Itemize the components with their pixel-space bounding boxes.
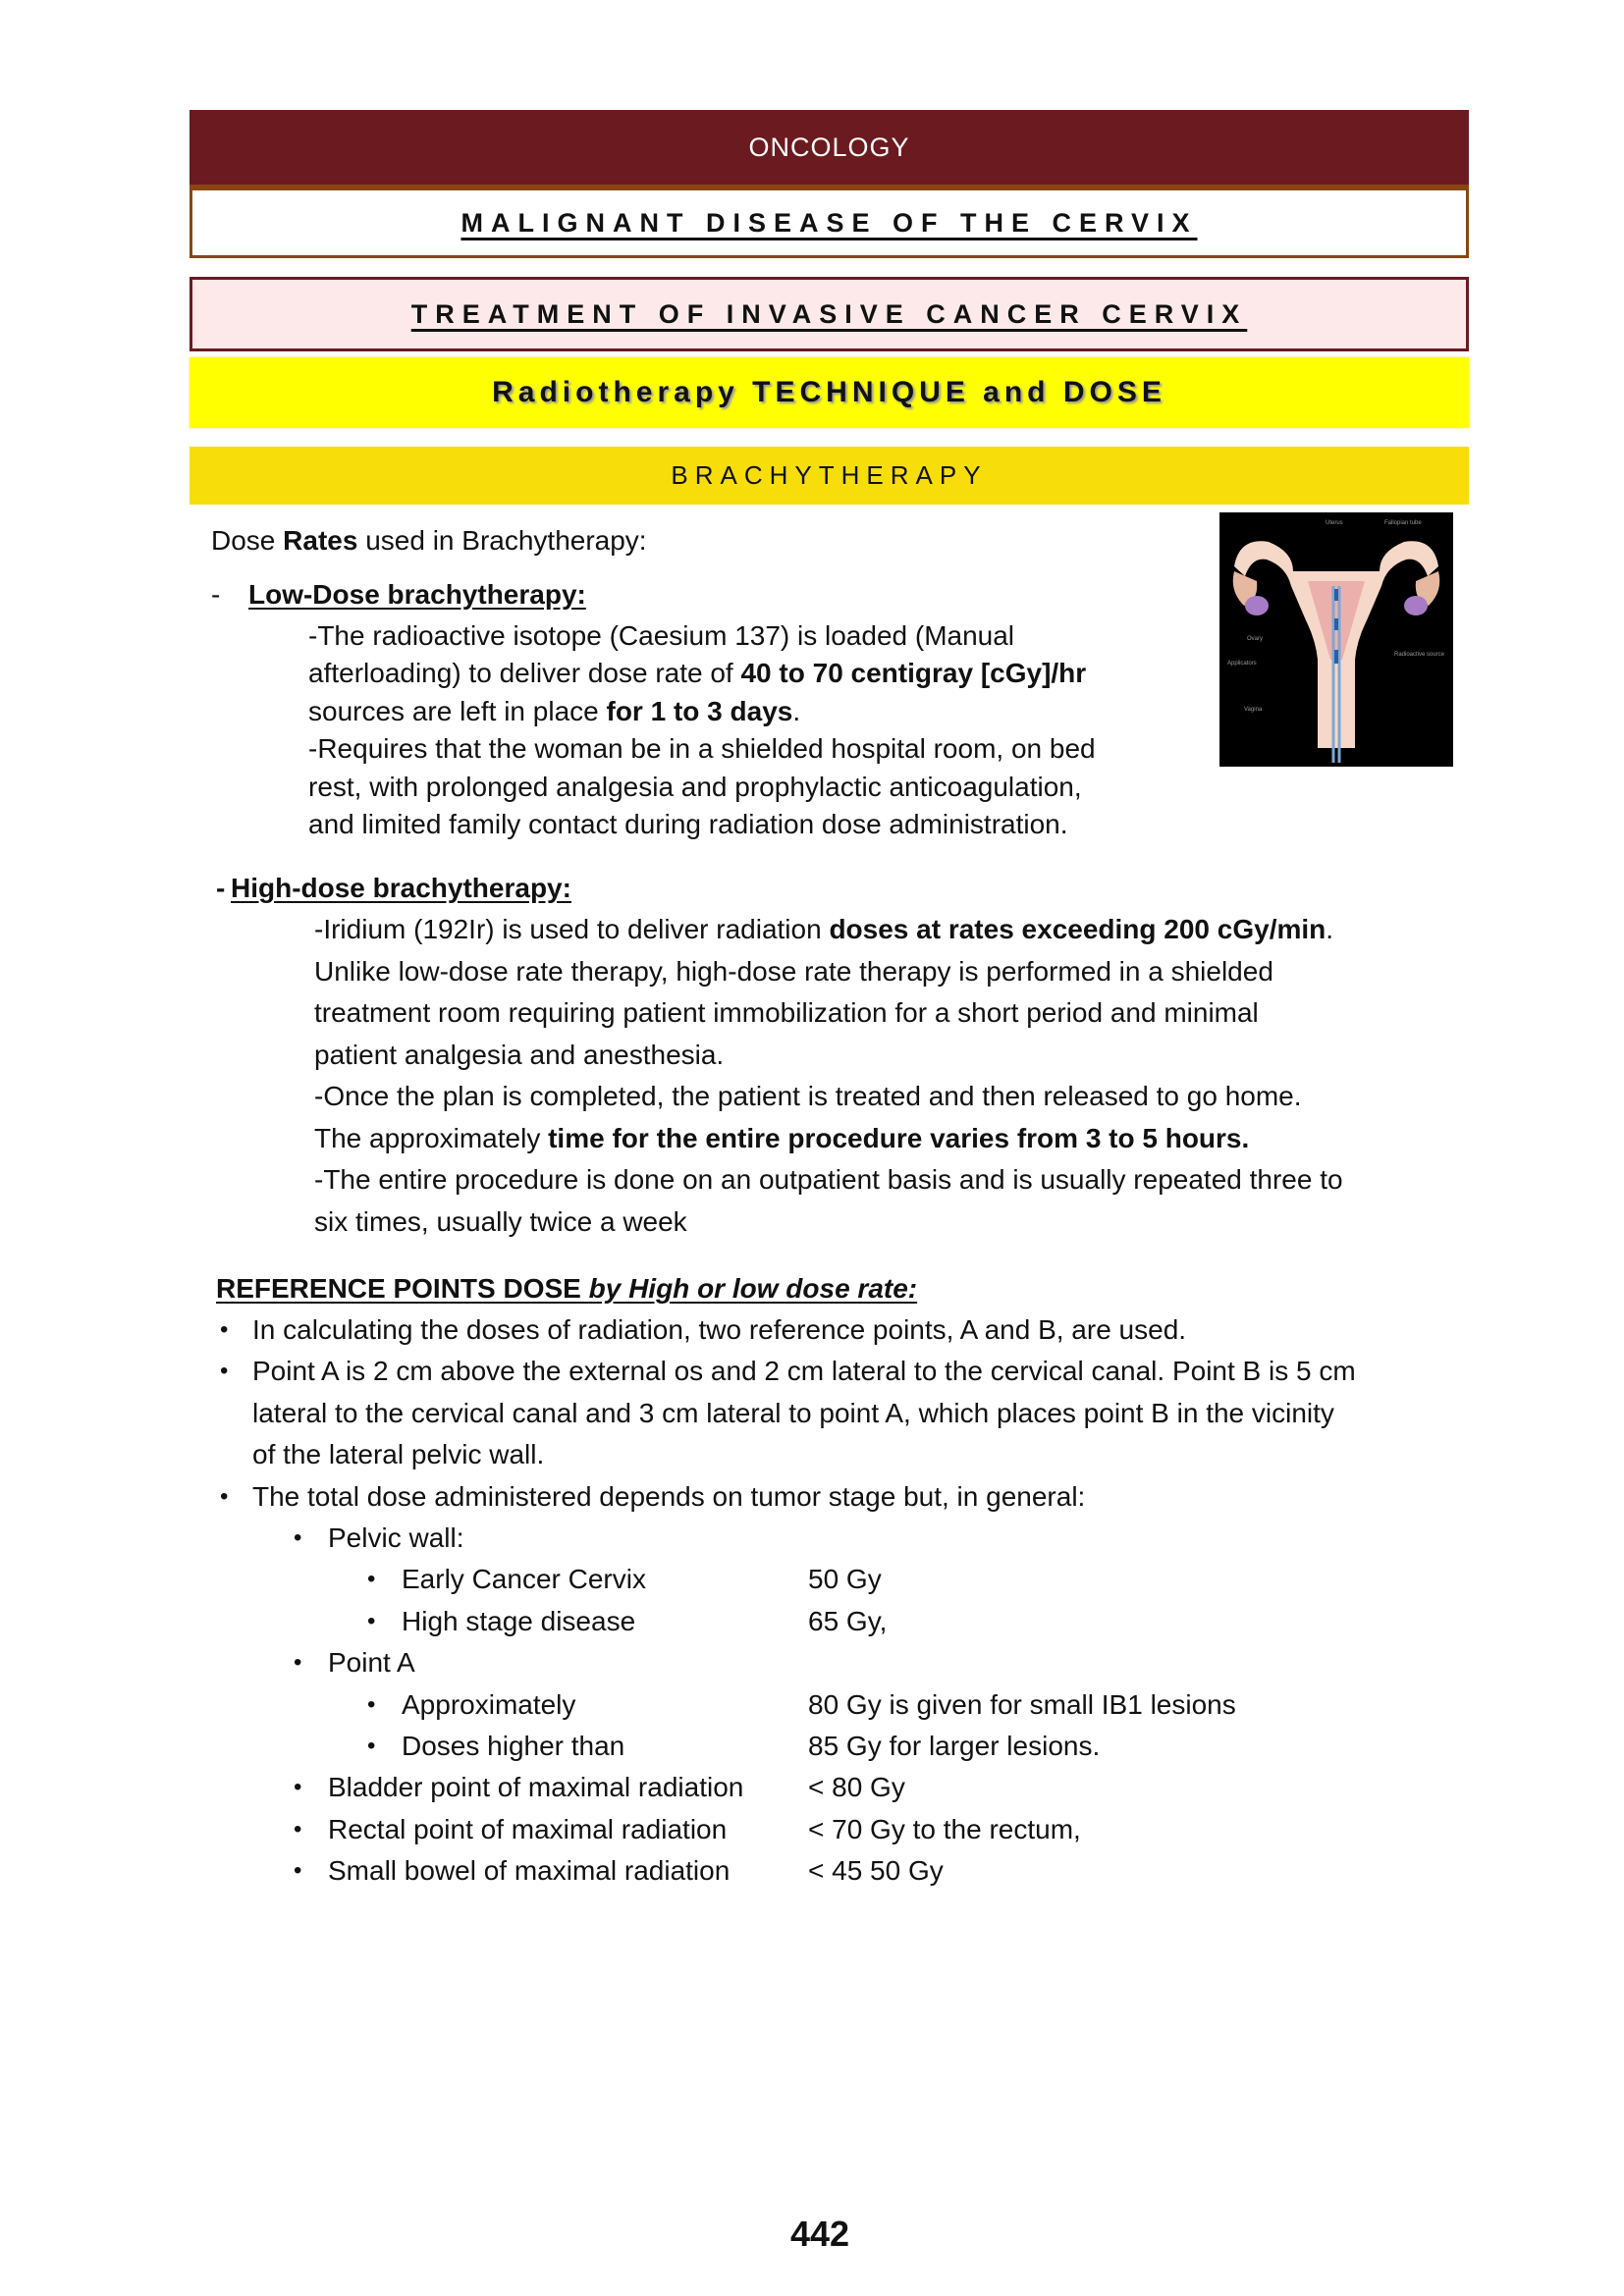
text-segment: Unlike low-dose rate therapy, high-dose rate therapy is performed in a shielded <box>314 955 1273 987</box>
dose-label: Pelvic wall: <box>328 1522 464 1553</box>
dose-label: Small bowel of maximal radiation <box>328 1855 731 1887</box>
high-dose-line <box>314 1040 724 1071</box>
dose-label: Doses higher than <box>402 1731 625 1761</box>
dose-value: 80 Gy is given for small IB1 lesions <box>808 1688 1236 1720</box>
label-uterus: Uterus <box>1326 520 1343 526</box>
text-segment: -Requires that the woman be in a shielded hospital room, on bed <box>308 733 1096 765</box>
bullet-icon: • <box>294 1857 302 1885</box>
dose-value: 50 Gy <box>808 1564 882 1595</box>
bullet-icon: • <box>220 1358 229 1385</box>
dose-label: Early Cancer Cervix <box>402 1564 646 1595</box>
bold-text: time for the entire procedure varies from 3 to 5 hours. <box>548 1122 1250 1153</box>
text-segment: rest, with prolonged analgesia and prophylactic anticoagulation, <box>308 771 1082 802</box>
bold-text: doses at rates exceeding 200 cGy/min <box>829 914 1326 944</box>
low-dose-line <box>308 696 800 727</box>
high-dose-line <box>314 997 1259 1029</box>
low-dose-line <box>308 733 1096 765</box>
high-dose-line <box>314 914 1333 945</box>
text-segment: -Once the plan is completed, the patient is treated and then released to go home. <box>314 1081 1302 1111</box>
dose-label: Approximately <box>402 1688 576 1720</box>
dose-label: Point A <box>328 1647 415 1679</box>
brachytherapy-diagram <box>1219 512 1453 767</box>
page-number: 442 <box>789 2214 850 2254</box>
subtopic-banner <box>189 357 1469 428</box>
text-segment: treatment room requiring patient immobilization for a short period and minimal <box>314 997 1259 1028</box>
bullet-icon: • <box>294 1524 302 1551</box>
low-dose-line <box>308 620 1014 652</box>
bullet-icon: • <box>367 1690 376 1718</box>
text-segment: . <box>1326 914 1334 944</box>
text-segment: Dose <box>211 525 284 556</box>
bold-text: Rates <box>283 525 358 556</box>
text-segment: sources are left in place <box>308 695 607 726</box>
high-dose-line <box>314 1164 1343 1196</box>
dose-value: 65 Gy, <box>808 1605 888 1636</box>
low-dose-line <box>308 772 1082 803</box>
dose-label: Rectal point of maximal radiation <box>328 1813 728 1844</box>
text-segment: and limited family contact during radiation dose administration. <box>308 809 1068 839</box>
heading-title: BRACHYTHERAPY <box>671 460 988 490</box>
label-vagina: Vagina <box>1244 707 1263 713</box>
reference-title-main: REFERENCE POINTS DOSE <box>216 1273 589 1304</box>
text-segment: -Iridium (192Ir) is used to deliver radiation <box>314 914 830 944</box>
bullet-icon: • <box>294 1815 302 1842</box>
reference-title-italic: by High or low dose rate: <box>588 1273 918 1304</box>
dose-value: < 80 Gy <box>808 1772 905 1803</box>
text-segment: The approximately <box>314 1122 549 1153</box>
text-segment: afterloading) to deliver dose rate of <box>308 658 741 689</box>
label-radioactive-source: Radioactive source <box>1394 652 1445 658</box>
dose-value: 85 Gy for larger lesions. <box>808 1731 1101 1761</box>
bold-text: for 1 to 3 days <box>606 695 793 726</box>
low-dose-line <box>308 809 1068 840</box>
heading-banner <box>189 447 1469 505</box>
reference-bullet-line: The total dose administered depends on tumor stage but, in general: <box>252 1480 1086 1512</box>
subtopic-title: Radiotherapy TECHNIQUE and DOSE <box>492 376 1166 408</box>
bullet-icon: • <box>367 1733 376 1759</box>
text-segment: six times, usually twice a week <box>314 1205 687 1237</box>
reference-bullet-line: lateral to the cervical canal and 3 cm lateral to point A, which places point B in the vicinity <box>252 1397 1334 1428</box>
text-segment: used in Brachytherapy: <box>357 525 647 556</box>
reference-bullet-line: of the lateral pelvic wall. <box>252 1439 545 1470</box>
text-segment: -The entire procedure is done on an outpatient basis and is usually repeated three to <box>314 1164 1343 1195</box>
chapter-title: MALIGNANT DISEASE OF THE CERVIX <box>460 207 1198 238</box>
bullet-icon: • <box>220 1316 229 1343</box>
high-dose-line <box>314 1206 687 1238</box>
chapter-banner <box>189 185 1469 258</box>
topic-banner <box>189 277 1469 351</box>
high-dose-line <box>314 1081 1302 1112</box>
reference-bullet-line: In calculating the doses of radiation, two reference points, A and B, are used. <box>252 1314 1187 1345</box>
dose-label: High stage disease <box>402 1605 636 1636</box>
reference-bullet-line: Point A is 2 cm above the external os and 2 cm lateral to the cervical canal. Point B is 5 cm <box>252 1356 1356 1387</box>
text-segment: . <box>792 695 801 726</box>
intro-line <box>211 525 647 557</box>
high-dose-line <box>314 956 1273 988</box>
bullet-icon: • <box>294 1649 302 1677</box>
reference-title <box>216 1273 917 1305</box>
list-marker: - <box>216 873 226 903</box>
list-marker: - <box>211 579 221 610</box>
dose-value: < 70 Gy to the rectum, <box>808 1813 1081 1844</box>
bullet-icon: • <box>220 1482 229 1510</box>
text-segment: patient analgesia and anesthesia. <box>314 1039 725 1070</box>
text-segment: -The radioactive isotope (Caesium 137) is loaded (Manual <box>308 620 1015 651</box>
high-dose-line <box>314 1123 1249 1154</box>
section-banner <box>189 110 1469 185</box>
label-fallopian-tube: Fallopian tube <box>1384 520 1422 526</box>
high-dose-title: High-dose brachytherapy: <box>231 873 571 903</box>
section-title: ONCOLOGY <box>748 132 910 162</box>
label-ovary: Ovary <box>1247 636 1264 642</box>
topic-title: TREATMENT OF INVASIVE CANCER CERVIX <box>410 298 1248 329</box>
dose-label: Bladder point of maximal radiation <box>328 1772 744 1803</box>
bullet-icon: • <box>367 1566 376 1593</box>
dose-value: < 45 50 Gy <box>808 1855 944 1887</box>
label-applicators: Applicators <box>1227 661 1257 667</box>
low-dose-title: Low-Dose brachytherapy: <box>248 579 586 610</box>
bold-text: 40 to 70 centigray [cGy]/hr <box>740 658 1087 689</box>
low-dose-line <box>308 658 1086 689</box>
bullet-icon: • <box>294 1774 302 1801</box>
bullet-icon: • <box>367 1607 376 1634</box>
